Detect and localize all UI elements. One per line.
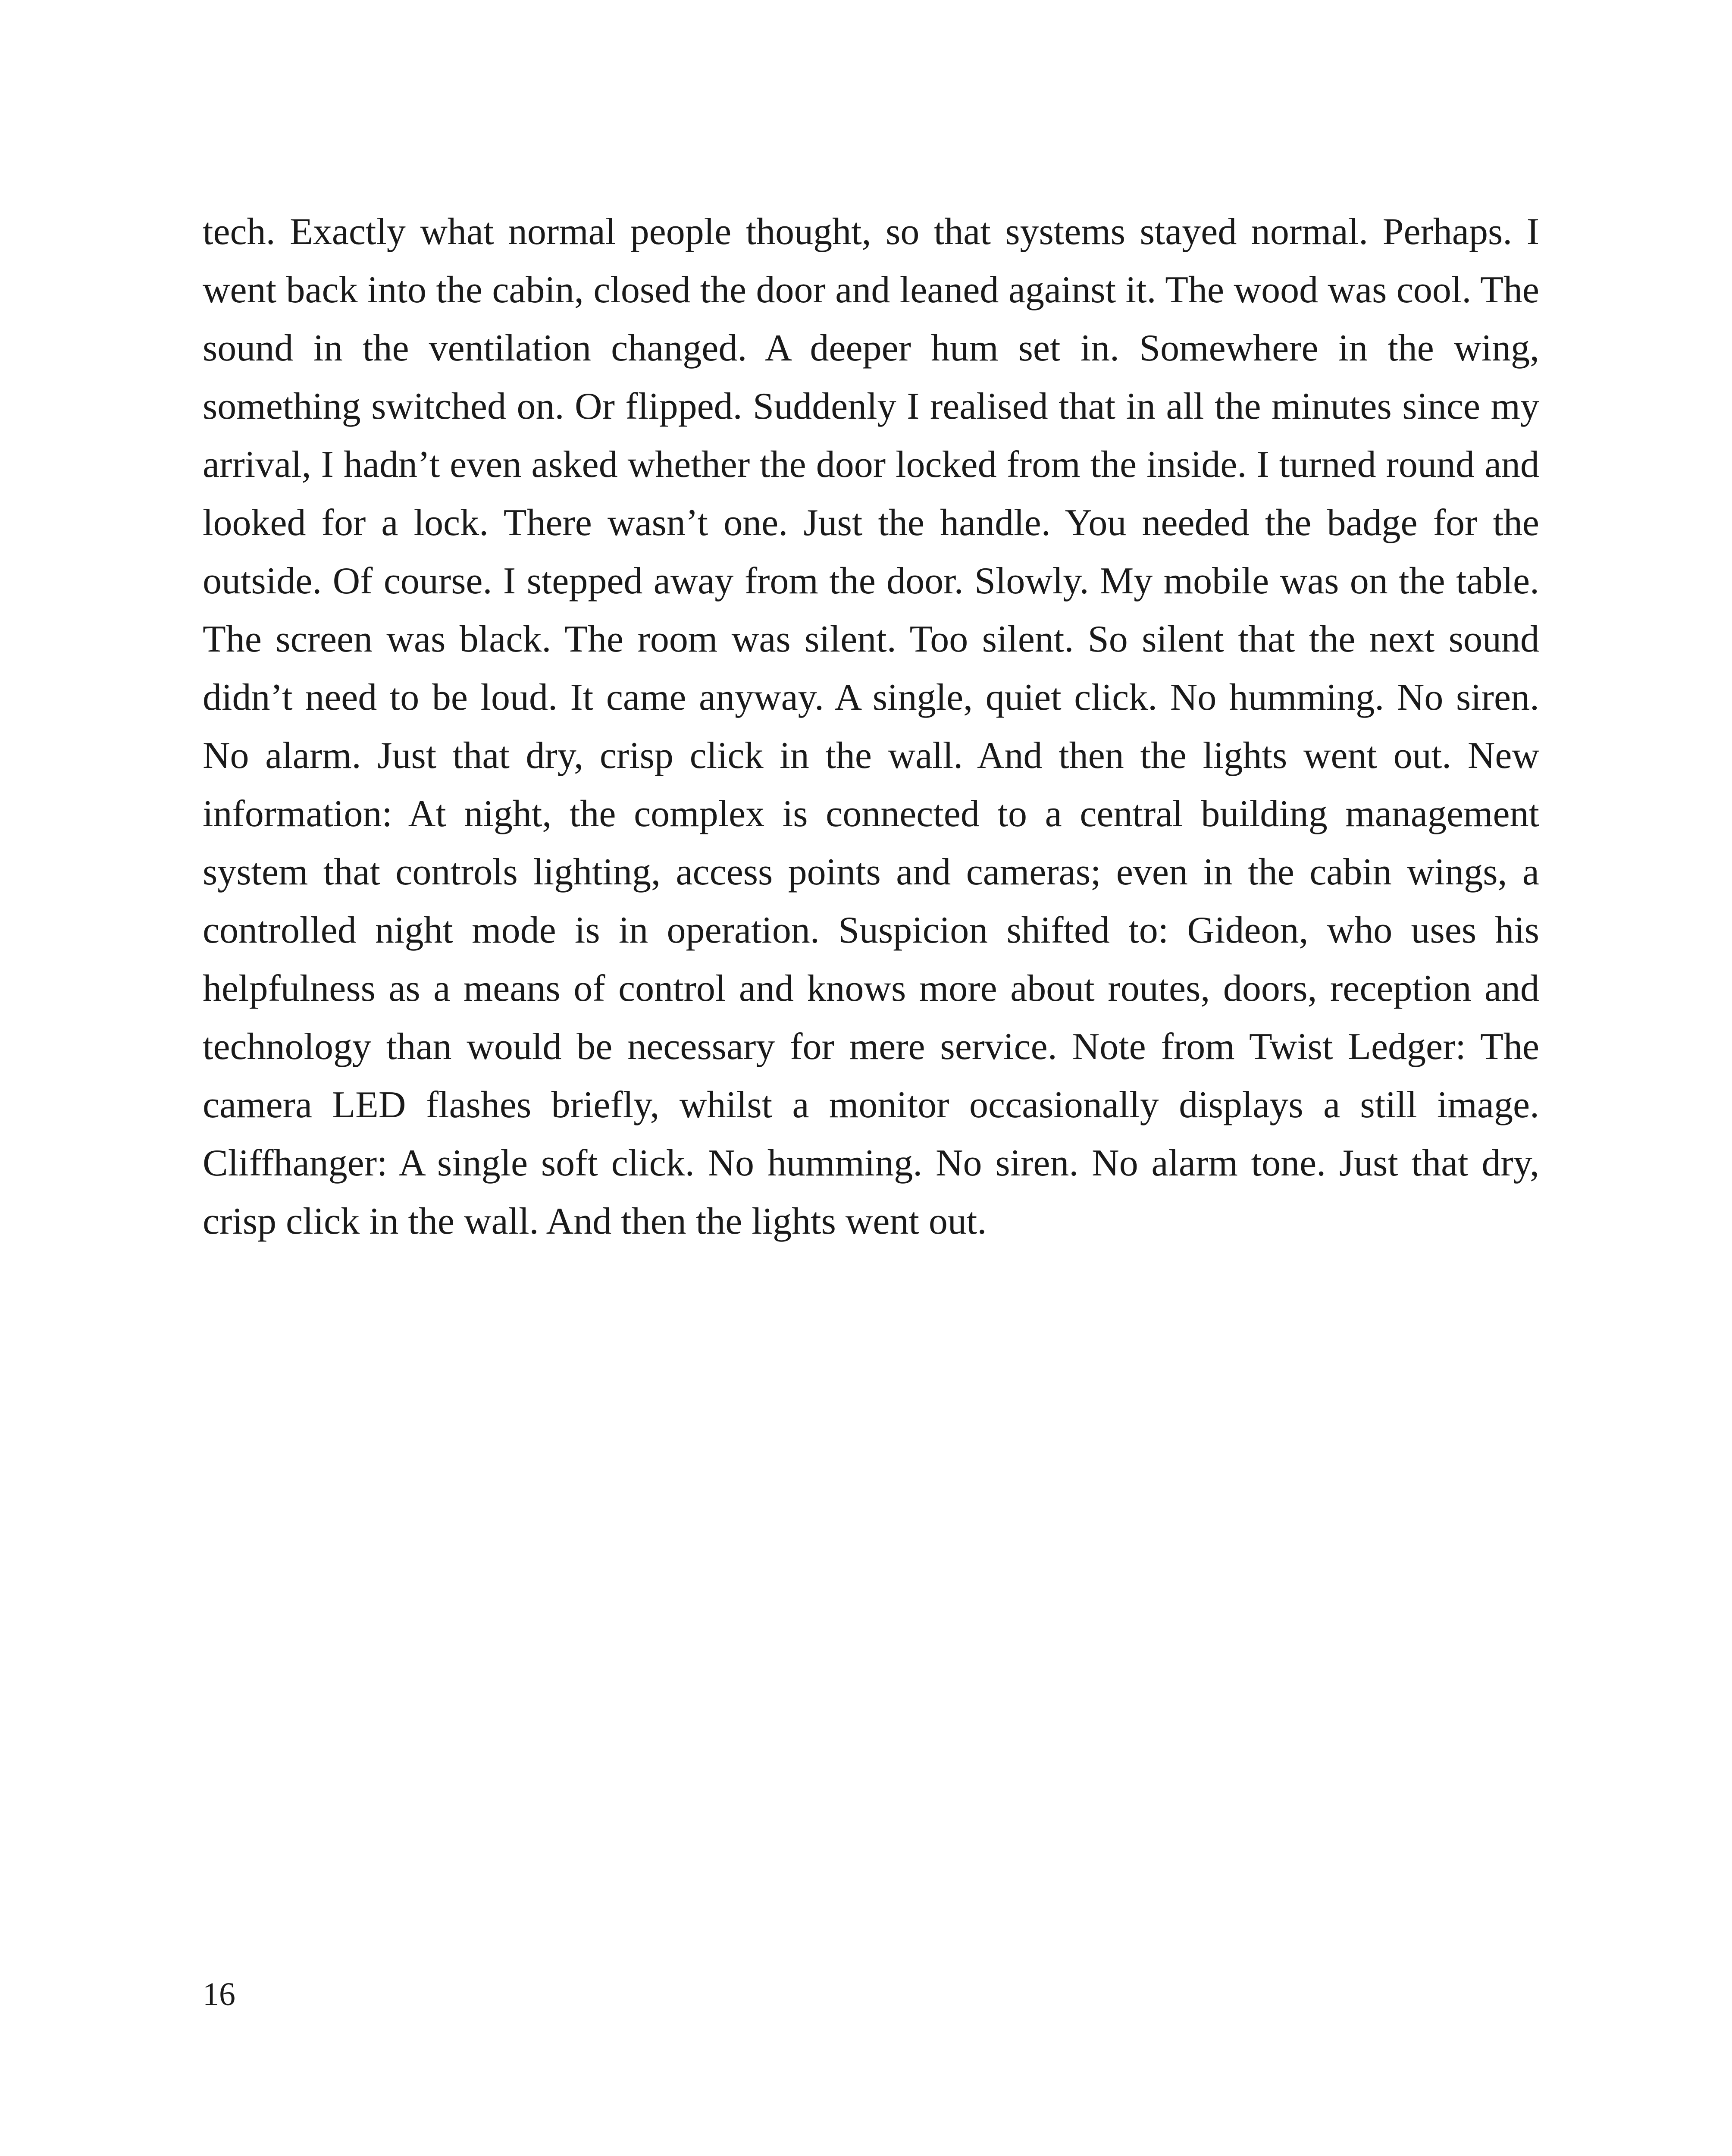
body-paragraph: tech. Exactly what normal people thought, so that systems stayed normal. Perhaps. I went back into the cabin, closed the door and leaned against it. The wood was cool. The sound in the ventilation changed. A deeper hum set in. Somewhere in the wing, something switched on. Or flipped. Suddenly I realised that in all the minutes since my arrival, I hadn’t even asked whether the door locked from the inside. I turned round and looked for a lock. There wasn’t one. Just the handle. You needed the badge for the outside. Of course. I stepped away from the door. Slowly. My mobile was on the table. The screen was black. The room was silent. Too silent. So silent that the next sound didn’t need to be loud. It came anyway. A single, quiet click. No humming. No siren. No alarm. Just that dry, crisp click in the wall. And then the lights went out. New information: At night, the complex is connected to a central building management system that controls lighting, access points and cameras; even in the cabin wings, a controlled night mode is in operation. Suspicion shifted to: Gideon, who uses his helpfulness as a means of control and knows more about routes, doors, reception and technology than would be necessary for mere service. Note from Twist Ledger: The camera LED flashes briefly, whilst a monitor occasionally displays a still image. Cliffhanger: A single soft click. No humming. No siren. No alarm tone. Just that dry, crisp click in the wall. And then the lights went out. bbox=[203, 211, 1539, 1242]
page-number: 16 bbox=[203, 1976, 235, 2012]
